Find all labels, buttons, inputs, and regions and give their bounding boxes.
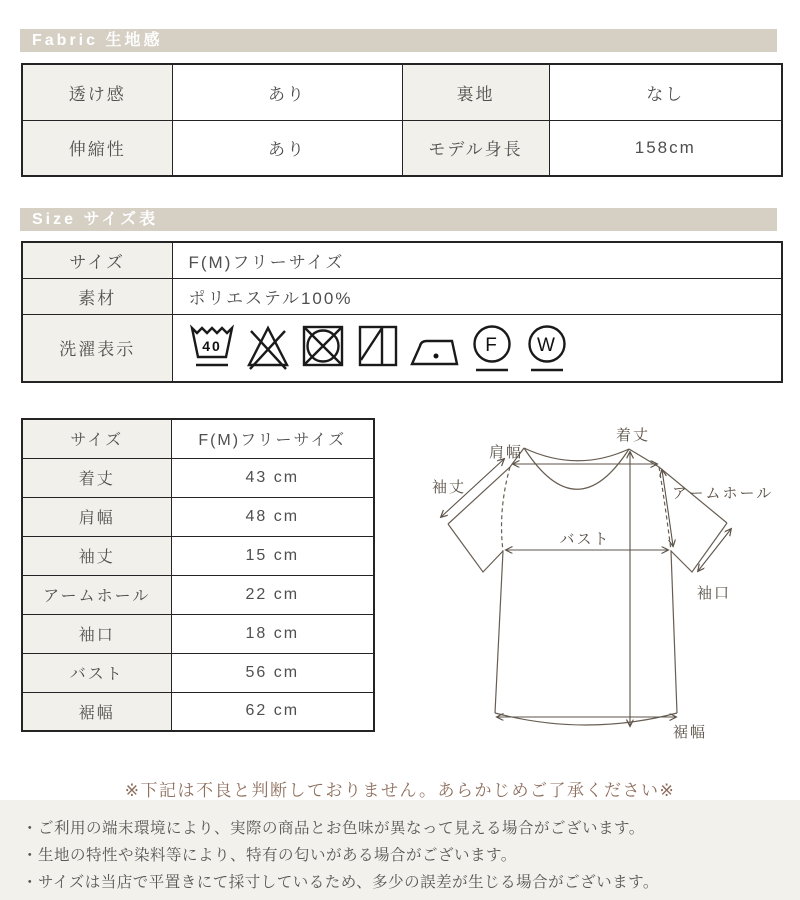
note-bullet: ・生地の特性や染料等により、特有の匂いがある場合がございます。	[22, 847, 517, 864]
size-value: F(M)フリーサイズ	[172, 242, 782, 278]
table-row	[22, 692, 374, 731]
fabric-section-header: Fabric 生地感	[20, 29, 777, 52]
table-row	[22, 575, 374, 614]
table-row	[22, 419, 374, 458]
fabric-row-value: あり	[172, 120, 402, 176]
fabric-row-value: あり	[172, 64, 402, 120]
measure-label: 袖口	[22, 614, 171, 653]
table-row	[22, 242, 782, 278]
measure-label: アームホール	[22, 575, 171, 614]
care-label: 洗濯表示	[22, 314, 172, 382]
notes-panel	[0, 800, 800, 900]
material-label: 素材	[22, 278, 172, 314]
table-row	[22, 614, 374, 653]
fabric-row-value: なし	[549, 64, 782, 120]
dry-clean-F-gentle-icon	[468, 321, 516, 375]
fabric-row-label: モデル身長	[402, 120, 549, 176]
diagram-label-sleeve: 袖丈	[431, 479, 467, 496]
material-value: ポリエステル100%	[172, 278, 782, 314]
fabric-table	[21, 63, 783, 177]
measure-value: 48 cm	[171, 497, 374, 536]
table-row	[22, 120, 782, 176]
measure-label: バスト	[22, 653, 171, 692]
svg-text:40: 40	[201, 337, 222, 354]
table-row	[22, 653, 374, 692]
diagram-label-cuff: 袖口	[696, 585, 732, 602]
size-section-header: Size サイズ表	[20, 208, 777, 231]
measure-value: F(M)フリーサイズ	[171, 419, 374, 458]
measurements-table	[21, 418, 375, 732]
table-row	[22, 278, 782, 314]
table-row	[22, 536, 374, 575]
no-bleach-icon	[244, 322, 292, 374]
diagram-label-hem: 裾幅	[672, 724, 708, 741]
table-row	[22, 314, 782, 382]
measure-value: 62 cm	[171, 692, 374, 731]
diagram-label-length: 着丈	[615, 427, 651, 444]
care-symbols-row	[189, 321, 782, 375]
measure-label: 着丈	[22, 458, 171, 497]
wet-clean-gentle-icon	[523, 321, 571, 375]
diagram-label-bust: バスト	[559, 531, 611, 548]
iron-low-heat-icon	[409, 322, 461, 374]
care-symbols-cell	[172, 314, 782, 382]
measure-label: 裾幅	[22, 692, 171, 731]
measure-value: 43 cm	[171, 458, 374, 497]
measure-label: 肩幅	[22, 497, 171, 536]
fabric-row-label: 裏地	[402, 64, 549, 120]
fabric-row-label: 伸縮性	[22, 120, 172, 176]
size-label: サイズ	[22, 242, 172, 278]
table-row	[22, 458, 374, 497]
svg-text:W: W	[536, 334, 557, 356]
no-tumble-dry-icon	[299, 322, 347, 374]
table-row	[22, 64, 782, 120]
measure-value: 15 cm	[171, 536, 374, 575]
fabric-row-value: 158cm	[549, 120, 782, 176]
measure-value: 56 cm	[171, 653, 374, 692]
note-bullet: ・サイズは当店で平置きにて採寸しているため、多少の誤差が生じる場合がございます。	[22, 874, 659, 891]
note-bullet: ・ご利用の端末環境により、実際の商品とお色味が異なって見える場合がございます。	[22, 820, 645, 837]
measure-value: 18 cm	[171, 614, 374, 653]
measure-label: サイズ	[22, 419, 171, 458]
diagram-label-armhole: アームホール	[672, 485, 774, 502]
wash-40-gentle-icon	[189, 322, 237, 374]
table-row	[22, 497, 374, 536]
svg-text:F: F	[484, 334, 499, 356]
fabric-row-label: 透け感	[22, 64, 172, 120]
measure-label: 袖丈	[22, 536, 171, 575]
diagram-label-shoulder: 肩幅	[488, 444, 524, 461]
line-dry-in-shade-icon	[354, 322, 402, 374]
garment-diagram	[393, 416, 795, 763]
notice-heading: ※下記は不良と判断しておりません。あらかじめご了承ください※	[124, 781, 676, 800]
size-table	[21, 241, 783, 383]
measure-value: 22 cm	[171, 575, 374, 614]
